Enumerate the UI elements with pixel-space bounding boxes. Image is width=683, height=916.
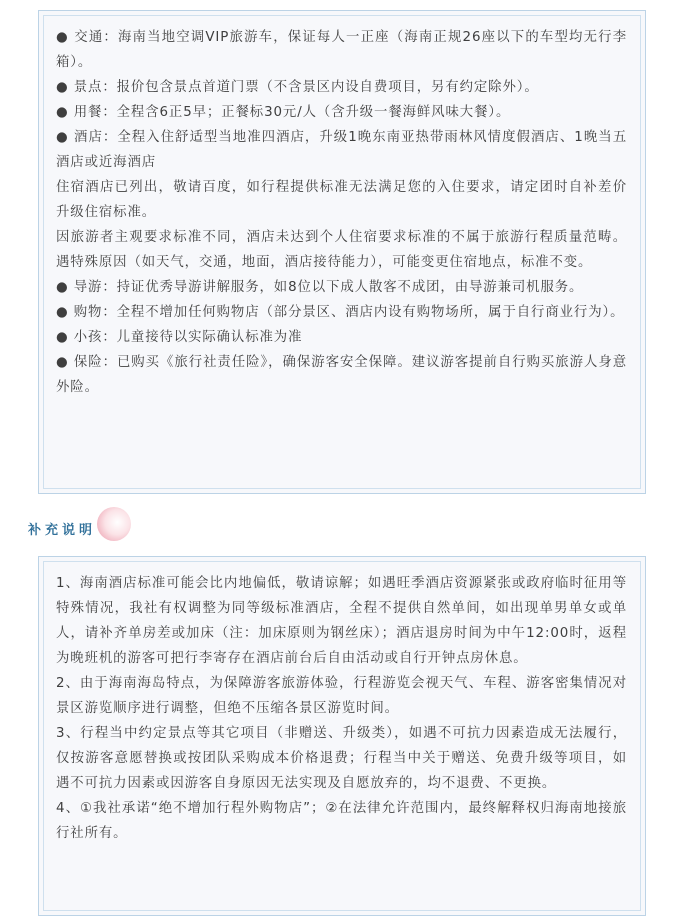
guide-item: ● 导游：持证优秀导游讲解服务，如8位以下成人散客不成团，由导游兼司机服务。: [56, 280, 584, 295]
children-item: ● 小孩：儿童接待以实际确认标准为准: [56, 330, 303, 345]
supplementary-notes-box: [38, 556, 646, 916]
title-decoration-circle: [97, 507, 131, 541]
note-item-2: 2、由于海南海岛特点，为保障游客旅游体验，行程游览会视天气、车程、游客密集情况对景区游览顺序进行调整，但绝不压缩各景区游览时间。: [56, 676, 627, 716]
hotel-note-paragraph: 住宿酒店已列出，敬请百度，如行程提供标准无法满足您的入住要求，请定团时自补差价升级住宿标准。: [56, 180, 627, 220]
note-item-1: 1、海南酒店标准可能会比内地偏低，敬请谅解；如遇旺季酒店资源紧张或政府临时征用等特殊情况，我社有权调整为同等级标准酒店，全程不提供自然单间，如出现单男单女或单人，请补齐单房差或加床（注：加床原则为钢丝床）；酒店退房时间为中午12:00时，返程为晚班机的游客可把行李寄存在酒店前台后自由活动或自行开钟点房休息。: [56, 576, 627, 666]
note-item-4: 4、①我社承诺“绝不增加行程外购物店”；②在法律允许范围内，最终解释权归海南地接旅行社所有。: [56, 801, 627, 841]
note-item-3: 3、行程当中约定景点等其它项目（非赠送、升级类），如遇不可抗力因素造成无法履行，仅按游客意愿替换或按团队采购成本价格退费；行程当中关于赠送、免费升级等项目，如遇不可抗力因素或因游客自身原因无法实现及自愿放弃的，均不退费、不更换。: [56, 726, 627, 791]
hotel-item: ● 酒店：全程入住舒适型当地准四酒店，升级1晚东南亚热带雨林风情度假酒店、1晚当五酒店或近海酒店: [56, 130, 627, 170]
supplementary-section-header: [26, 519, 146, 543]
service-details-box: [38, 10, 646, 494]
supplementary-notes-content: [56, 571, 627, 846]
transport-item: ● 交通：海南当地空调VIP旅游车，保证每人一正座（海南正规26座以下的车型均无行李箱）。: [56, 30, 627, 70]
insurance-item: ● 保险：已购买《旅行社责任险》，确保游客安全保障。建议游客提前自行购买旅游人身意外险。: [56, 355, 627, 395]
attractions-item: ● 景点：报价包含景点首道门票（不含景区内设自费项目，另有约定除外）。: [56, 80, 539, 95]
shopping-item: ● 购物：全程不增加任何购物店（部分景区、酒店内设有购物场所，属于自行商业行为）。: [56, 305, 625, 320]
service-details-content: [56, 25, 627, 400]
hotel-standard-paragraph: 因旅游者主观要求标准不同，酒店未达到个人住宿要求标准的不属于旅游行程质量范畴。遇特殊原因（如天气，交通，地面，酒店接待能力），可能变更住宿地点，标准不变。: [56, 230, 627, 270]
meals-item: ● 用餐：全程含6正5早；正餐标30元/人（含升级一餐海鲜风味大餐）。: [56, 105, 511, 120]
section-title: 补充说明: [28, 523, 97, 538]
